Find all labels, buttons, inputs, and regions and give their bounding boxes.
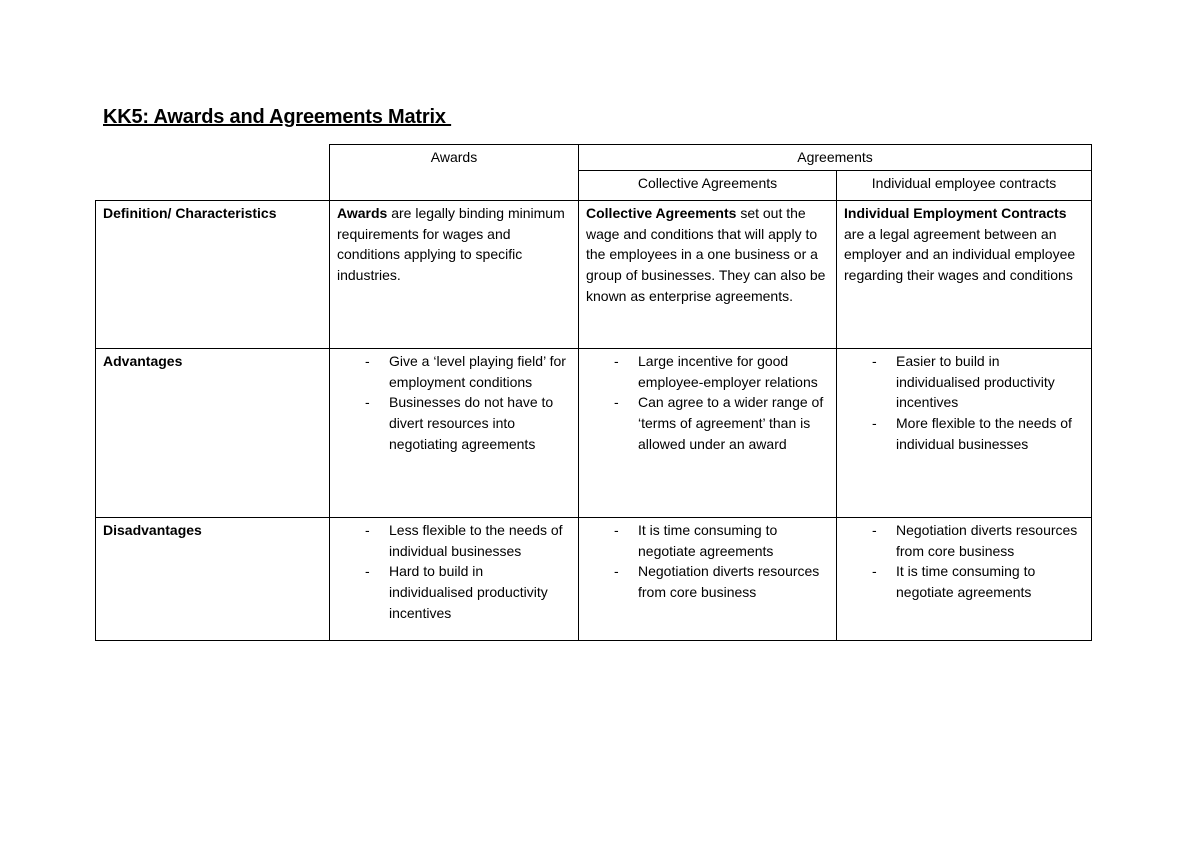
- list-item: - Large incentive for good employee-employer relations: [614, 351, 829, 393]
- list-item: - Hard to build in individualised productivity incentives: [365, 561, 571, 623]
- advantages-individual-list: [844, 351, 1084, 455]
- row-definition: [96, 200, 1092, 348]
- header-collective-agreements: Collective Agreements: [579, 170, 837, 200]
- list-item: - Negotiation diverts resources from core business: [872, 520, 1084, 562]
- advantages-awards-list: [337, 351, 571, 455]
- disadvantages-collective: [579, 517, 837, 640]
- corner-cell: [96, 145, 330, 201]
- list-item: - Can agree to a wider range of ‘terms of agreement’ than is allowed under an award: [614, 392, 829, 454]
- awards-agreements-matrix: [95, 144, 1092, 641]
- definition-individual-text: are a legal agreement between an employer and an individual employee regarding their wages and conditions: [844, 225, 1076, 284]
- list-item: - Give a ‘level playing field’ for employment conditions: [365, 351, 571, 393]
- header-individual-contracts: Individual employee contracts: [837, 170, 1092, 200]
- disadvantages-individual-list: [844, 520, 1084, 603]
- definition-awards-text: are legally binding minimum requirements for wages and conditions applying to specific industries.: [337, 204, 565, 284]
- definition-awards: [330, 200, 579, 348]
- advantages-individual: [837, 348, 1092, 517]
- definition-collective-lead: Collective Agreements: [586, 204, 737, 221]
- advantages-collective: [579, 348, 837, 517]
- list-item: - Easier to build in individualised productivity incentives: [872, 351, 1084, 413]
- list-item: - Less flexible to the needs of individual businesses: [365, 520, 571, 562]
- definition-collective-text: set out the wage and conditions that will apply to the employees in a one business or a group of businesses. They can also be known as enterprise agreements.: [586, 204, 826, 304]
- disadvantages-collective-list: [586, 520, 829, 603]
- definition-collective: [579, 200, 837, 348]
- list-item: - Negotiation diverts resources from core business: [614, 561, 829, 603]
- disadvantages-awards-list: [337, 520, 571, 624]
- advantages-awards: [330, 348, 579, 517]
- definition-individual: [837, 200, 1092, 348]
- list-item: - More flexible to the needs of individual businesses: [872, 413, 1084, 455]
- row-label-definition: Definition/ Characteristics: [96, 200, 330, 348]
- definition-awards-lead: Awards: [337, 204, 388, 221]
- definition-individual-lead: Individual Employment Contracts: [844, 204, 1067, 221]
- row-disadvantages: [96, 517, 1092, 640]
- list-item: - Businesses do not have to divert resources into negotiating agreements: [365, 392, 571, 454]
- row-label-advantages: Advantages: [96, 348, 330, 517]
- header-row-top: [96, 145, 1092, 171]
- header-awards: Awards: [330, 145, 579, 201]
- list-item: - It is time consuming to negotiate agreements: [614, 520, 829, 562]
- disadvantages-individual: [837, 517, 1092, 640]
- list-item: - It is time consuming to negotiate agreements: [872, 561, 1084, 603]
- row-label-disadvantages: Disadvantages: [96, 517, 330, 640]
- document-title: KK5: Awards and Agreements Matrix: [103, 106, 452, 128]
- disadvantages-awards: [330, 517, 579, 640]
- advantages-collective-list: [586, 351, 829, 455]
- row-advantages: [96, 348, 1092, 517]
- header-agreements: Agreements: [579, 145, 1092, 171]
